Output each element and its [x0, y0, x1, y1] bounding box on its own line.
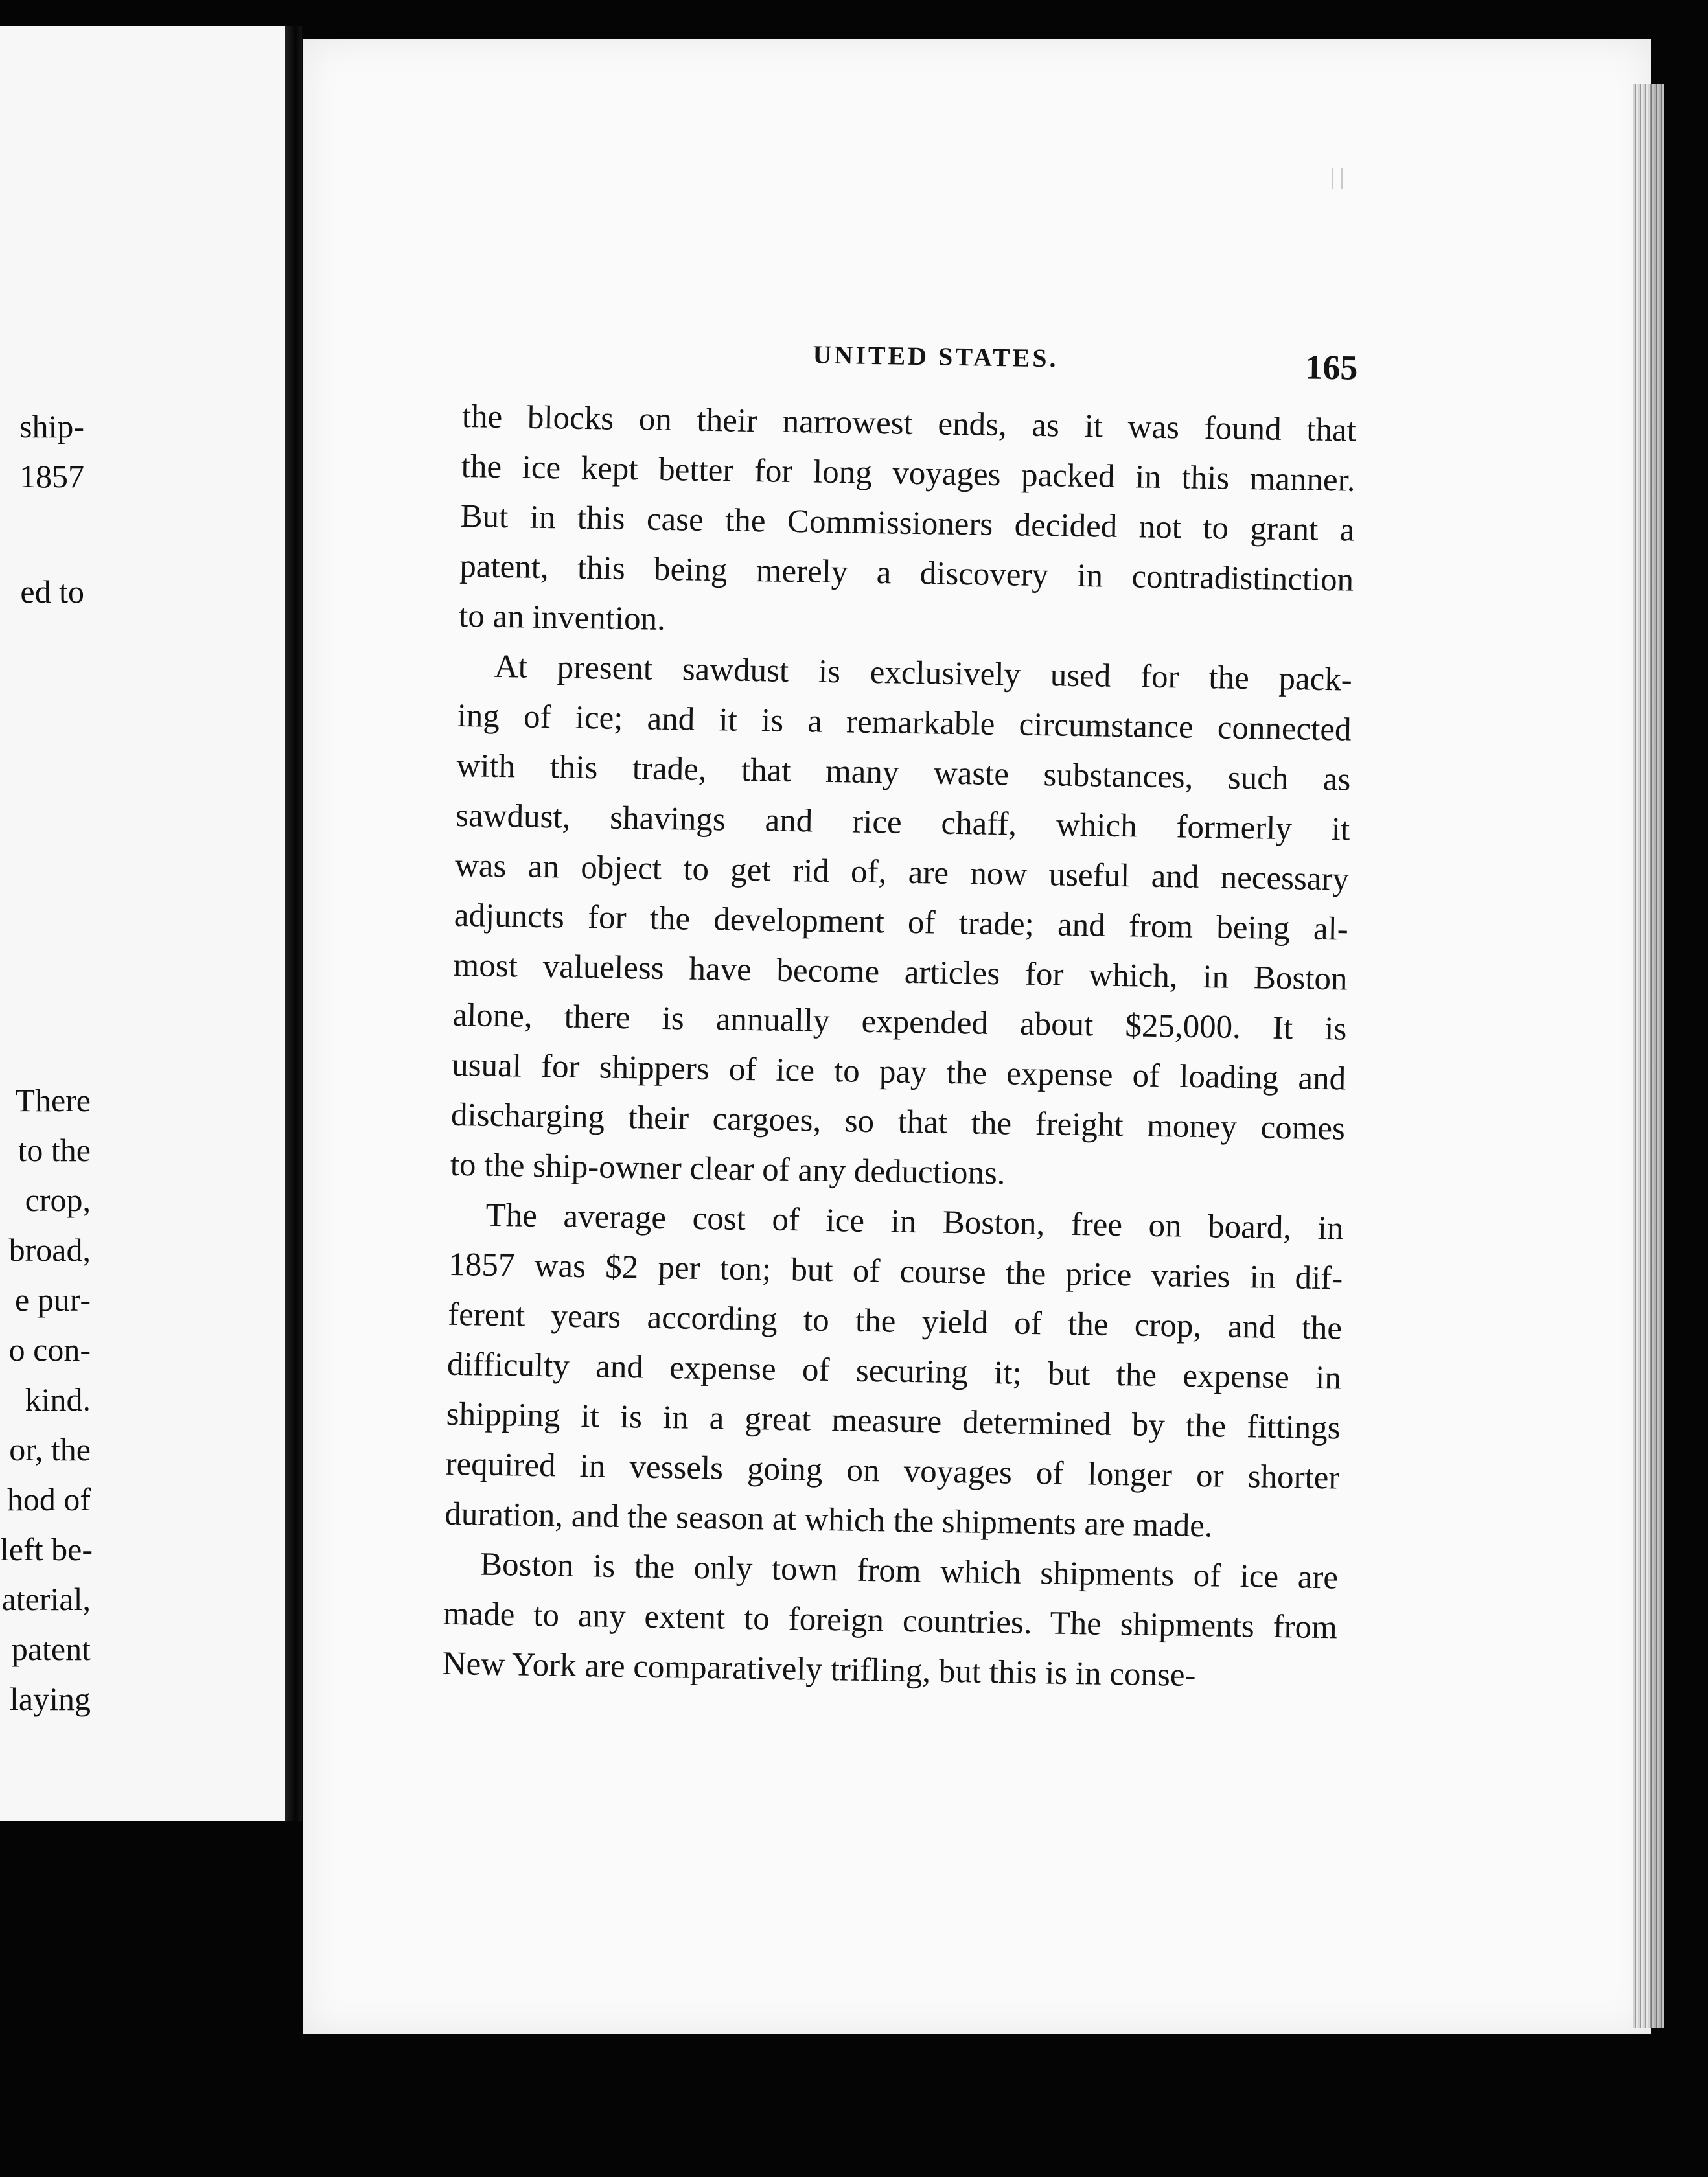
text-line: to an invention.	[458, 597, 666, 638]
left-line: aterial,	[1, 1581, 91, 1617]
text-line: was an object to get rid of, are now useful and necessary	[454, 847, 1350, 898]
text-line: shipping it is in a great measure determined by the fittings	[446, 1396, 1341, 1447]
text-line: to the ship-owner clear of any deductions.	[450, 1146, 1006, 1192]
page-edges	[1633, 84, 1664, 2028]
left-line: or, the	[9, 1431, 91, 1468]
left-page-mid-fragment	[0, 567, 84, 617]
text-line: sawdust, shavings and rice chaff, which formerly it	[455, 797, 1350, 848]
left-line: There	[15, 1082, 91, 1118]
left-line: kind.	[25, 1381, 91, 1418]
left-page-top-fragment	[0, 402, 84, 501]
paragraph	[444, 1190, 1344, 1554]
left-line: ed to	[20, 573, 84, 610]
left-line: 1857	[19, 458, 84, 494]
text-line: required in vessels going on voyages of longer or shorter	[445, 1446, 1340, 1497]
left-line: o con-	[8, 1331, 91, 1368]
left-line: broad,	[8, 1232, 91, 1268]
paragraph	[459, 392, 1357, 656]
body-text	[442, 392, 1356, 1703]
book-gutter	[285, 26, 302, 1821]
text-line: adjuncts for the development of trade; and from being al-	[454, 897, 1349, 948]
text-line: duration, and the season at which the shipments are made.	[444, 1495, 1214, 1545]
left-line: laying	[10, 1681, 91, 1717]
text-line: discharging their cargoes, so that the freight money comes	[450, 1096, 1346, 1147]
page-number: 165	[1304, 347, 1358, 387]
faint-mark	[1332, 168, 1343, 189]
text-line: New York are comparatively trifling, but this is in conse-	[442, 1645, 1196, 1694]
paragraph	[442, 1539, 1338, 1703]
left-line: ship-	[19, 408, 84, 444]
running-head-title: UNITED STATES.	[813, 340, 1059, 373]
text-line: most valueless have become articles for which, in Boston	[453, 947, 1348, 998]
text-line: The average cost of ice in Boston, free on board, in	[485, 1197, 1344, 1247]
left-page-bottom-fragment	[0, 1076, 91, 1724]
paragraph	[450, 641, 1352, 1204]
left-line: to the	[17, 1132, 91, 1168]
text-line: Boston is the only town from which shipments of ice are	[479, 1546, 1339, 1596]
text-line: 1857 was $2 per ton; but of course the price varies in dif-	[448, 1246, 1343, 1297]
left-line: hod of	[6, 1481, 91, 1517]
page-text-block	[442, 334, 1357, 1703]
text-line: the ice kept better for long voyages packed in this manner.	[461, 448, 1356, 499]
text-line: the blocks on their narrowest ends, as it was found that	[461, 398, 1357, 449]
left-line: left be-	[0, 1531, 93, 1567]
left-line: crop,	[25, 1182, 91, 1218]
left-page	[0, 26, 289, 1821]
left-line: e pur-	[15, 1282, 91, 1318]
text-line: patent, this being merely a discovery in contradistinction	[459, 547, 1354, 599]
text-line: with this trade, that many waste substances, such as	[456, 747, 1351, 798]
text-line: ing of ice; and it is a remarkable circumstance connected	[457, 697, 1352, 748]
text-line: At present sawdust is exclusively used for the pack-	[494, 648, 1353, 698]
text-line: difficulty and expense of securing it; but the expense in	[446, 1346, 1342, 1397]
left-line: patent	[11, 1631, 91, 1667]
text-line: ferent years according to the yield of the crop, and the	[447, 1296, 1343, 1347]
text-line: alone, there is annually expended about $25,000. It is	[452, 996, 1347, 1048]
text-line: usual for shippers of ice to pay the expense of loading and	[451, 1046, 1346, 1098]
text-line: But in this case the Commissioners decided not to grant a	[460, 498, 1355, 549]
text-line: made to any extent to foreign countries. The shipments from	[443, 1595, 1338, 1646]
